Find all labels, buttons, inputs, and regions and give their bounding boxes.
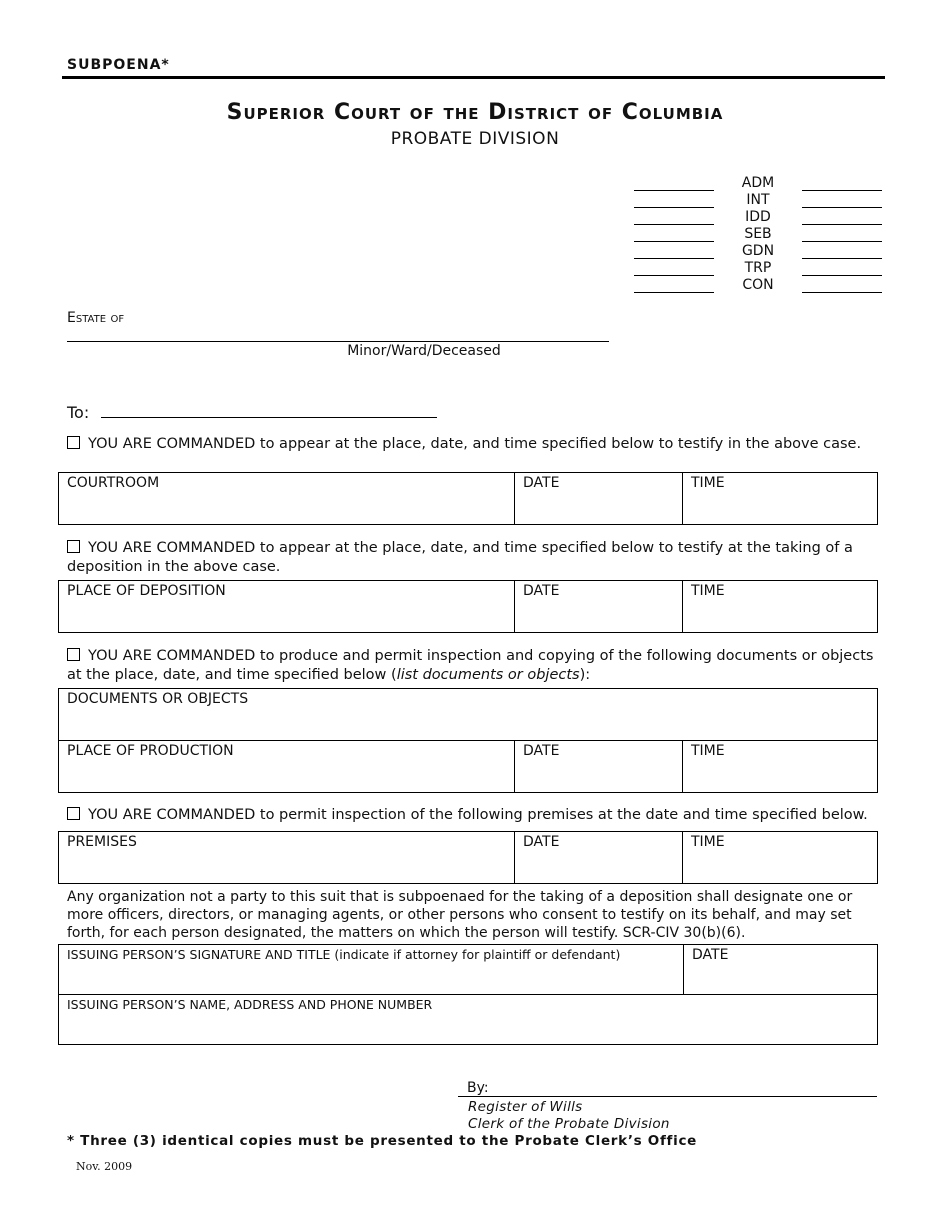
issuer-signature-cell[interactable] — [59, 945, 684, 995]
issuer-signature-label: ISSUING PERSON’S SIGNATURE AND TITLE (indicate if attorney for plaintiff or defendant) — [67, 947, 621, 962]
code-blank-right[interactable] — [802, 196, 882, 208]
issuer-name-cell[interactable] — [59, 995, 878, 1045]
revision-date: Nov. 2009 — [76, 1160, 133, 1173]
deposition-place-cell[interactable] — [59, 581, 515, 633]
testify-command — [67, 435, 887, 454]
produce-command — [67, 647, 887, 685]
deposition-date-cell[interactable] — [515, 581, 683, 633]
premises-table — [58, 831, 878, 884]
case-code-row — [634, 208, 884, 225]
deposition-table — [58, 580, 878, 633]
premises-command-text: YOU ARE COMMANDED to permit inspection of the following premises at the date and time specified below. — [88, 807, 868, 823]
header-rule — [62, 76, 885, 79]
code-blank-right[interactable] — [802, 247, 882, 259]
clerk-title: Clerk of the Probate Division — [468, 1116, 670, 1132]
code-blank-right[interactable] — [802, 281, 882, 293]
issuer-date-label: DATE — [692, 947, 729, 963]
premises-date-cell[interactable] — [515, 832, 683, 884]
deposition-checkbox[interactable] — [67, 540, 80, 553]
documents-cell[interactable] — [59, 689, 878, 741]
case-code-label: CON — [742, 277, 774, 293]
register-of-wills: Register of Wills — [468, 1099, 583, 1115]
premises-time-cell[interactable] — [683, 832, 878, 884]
testify-time-cell[interactable] — [683, 473, 878, 525]
by-label: By: — [467, 1080, 489, 1096]
case-code-label: GDN — [741, 243, 775, 259]
production-place-label: PLACE OF PRODUCTION — [67, 743, 234, 759]
production-date-cell[interactable] — [515, 741, 683, 793]
premises-checkbox[interactable] — [67, 807, 80, 820]
deposition-place-label: PLACE OF DEPOSITION — [67, 583, 226, 599]
time-label: TIME — [691, 583, 725, 599]
production-place-cell[interactable] — [59, 741, 515, 793]
case-code-label: INT — [746, 192, 770, 208]
documents-label: DOCUMENTS OR OBJECTS — [67, 691, 249, 707]
organization-notice: Any organization not a party to this suit that is subpoenaed for the taking of a deposition shall designate one or more officers, directors, or managing agents, or other persons who consent to testify on its behalf, and may set forth, for each person designated, the matters on which the person will testify. SCR-CIV 30(b)(6). — [67, 889, 853, 941]
testify-table — [58, 472, 878, 525]
case-code-row — [634, 242, 884, 259]
time-label: TIME — [691, 475, 725, 491]
copies-footnote: * Three (3) identical copies must be presented to the Probate Clerk’s Office — [67, 1133, 698, 1149]
case-code-label: ADM — [741, 175, 775, 191]
testify-checkbox[interactable] — [67, 436, 80, 449]
code-blank-left[interactable] — [634, 247, 714, 259]
code-blank-left[interactable] — [634, 213, 714, 225]
date-label: DATE — [523, 743, 560, 759]
code-blank-right[interactable] — [802, 264, 882, 276]
code-blank-right[interactable] — [802, 213, 882, 225]
case-code-list — [634, 174, 884, 293]
case-code-label: IDD — [745, 209, 771, 225]
estate-name-field[interactable] — [67, 341, 609, 342]
testify-command-text: YOU ARE COMMANDED to appear at the place, date, and time specified below to testify in the above case. — [88, 436, 862, 452]
courtroom-label: COURTROOM — [67, 475, 160, 491]
premises-label: PREMISES — [67, 834, 137, 850]
case-code-row — [634, 191, 884, 208]
issuer-table — [58, 944, 878, 1045]
date-label: DATE — [523, 475, 560, 491]
to-label: To: — [67, 403, 90, 422]
produce-table — [58, 688, 878, 793]
by-signature-field[interactable] — [458, 1096, 877, 1097]
code-blank-left[interactable] — [634, 230, 714, 242]
estate-label: Estate of — [67, 310, 125, 326]
premises-command — [67, 806, 887, 825]
deposition-command-text: YOU ARE COMMANDED to appear at the place, date, and time specified below to testify at the taking of a deposition in the above case. — [67, 540, 853, 575]
time-label: TIME — [691, 743, 725, 759]
case-code-row — [634, 174, 884, 191]
case-code-row — [634, 276, 884, 293]
issuer-name-label: ISSUING PERSON’S NAME, ADDRESS AND PHONE NUMBER — [67, 997, 433, 1012]
produce-checkbox[interactable] — [67, 648, 80, 661]
to-field[interactable] — [101, 417, 437, 418]
testify-date-cell[interactable] — [515, 473, 683, 525]
case-code-row — [634, 225, 884, 242]
deposition-command — [67, 539, 887, 577]
code-blank-right[interactable] — [802, 230, 882, 242]
produce-command-italic: list documents or objects — [396, 667, 580, 683]
premises-cell[interactable] — [59, 832, 515, 884]
case-code-label: SEB — [744, 226, 772, 242]
case-code-label: TRP — [744, 260, 772, 276]
date-label: DATE — [523, 834, 560, 850]
time-label: TIME — [691, 834, 725, 850]
date-label: DATE — [523, 583, 560, 599]
code-blank-right[interactable] — [802, 179, 882, 191]
form-title: SUBPOENA* — [67, 57, 170, 73]
court-title: Superior Court of the District of Columbia — [226, 100, 724, 125]
code-blank-left[interactable] — [634, 281, 714, 293]
issuer-date-cell[interactable] — [684, 945, 878, 995]
production-time-cell[interactable] — [683, 741, 878, 793]
produce-command-end: ): — [579, 667, 591, 683]
produce-command-text: YOU ARE COMMANDED to produce and permit inspection and copying of the following documents or objects at the place, date, and time specified below ( — [67, 648, 874, 683]
case-code-row — [634, 259, 884, 276]
code-blank-left[interactable] — [634, 264, 714, 276]
estate-caption: Minor/Ward/Deceased — [347, 343, 501, 359]
code-blank-left[interactable] — [634, 179, 714, 191]
division-title: PROBATE DIVISION — [390, 129, 560, 149]
courtroom-cell[interactable] — [59, 473, 515, 525]
code-blank-left[interactable] — [634, 196, 714, 208]
deposition-time-cell[interactable] — [683, 581, 878, 633]
